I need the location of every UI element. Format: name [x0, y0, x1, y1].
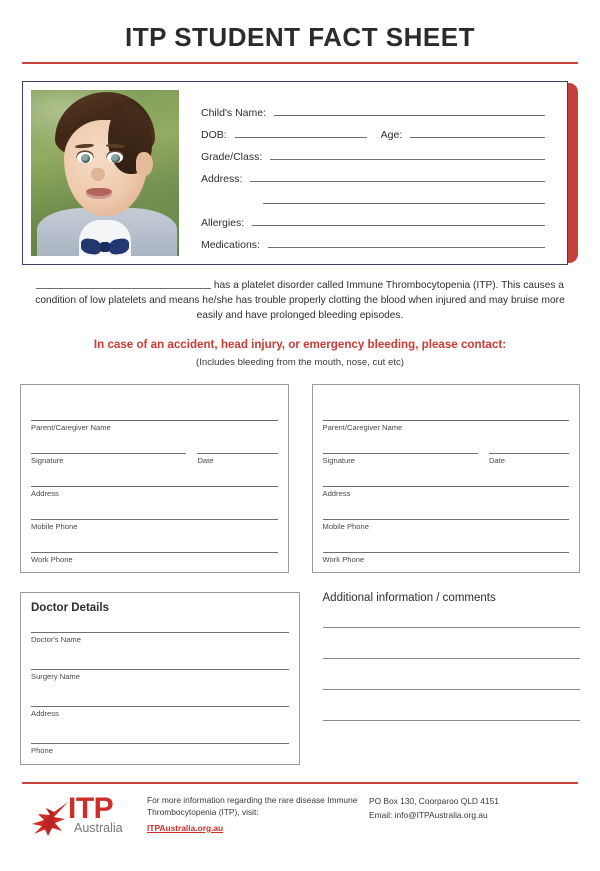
lower-row: [20, 592, 580, 765]
input-childs-name[interactable]: [274, 105, 545, 116]
field-row-grade-class: [201, 141, 545, 163]
contact1-mobile-field[interactable]: Mobile Phone: [31, 519, 278, 531]
footer-info-text: For more information regarding the rare disease Immune Thrombocytopenia (ITP), visit:: [147, 794, 358, 818]
label-age: Age:: [380, 129, 403, 141]
contact1-name-field[interactable]: Parent/Caregiver Name: [31, 420, 278, 432]
photo-pupil-left: [81, 154, 90, 163]
photo-mouth: [86, 188, 112, 199]
bow-left: [81, 238, 101, 256]
doctor-address-field[interactable]: Address: [31, 706, 289, 718]
contact-box-2: [312, 384, 581, 573]
contact2-signature-field[interactable]: Signature: [323, 453, 478, 465]
contact1-date-field[interactable]: Date: [197, 453, 277, 465]
emergency-heading: In case of an accident, head injury, or emergency bleeding, please contact:: [93, 338, 507, 351]
doctor-phone-field[interactable]: Phone: [31, 743, 289, 755]
contact2-work-field[interactable]: Work Phone: [323, 552, 570, 564]
contact1-address-field[interactable]: Address: [31, 486, 278, 498]
child-details-panel: [22, 81, 568, 265]
child-fields-list: [179, 90, 559, 256]
additional-line-1[interactable]: [323, 627, 581, 628]
footer-website-link[interactable]: ITPAustralia.org.au: [147, 822, 224, 833]
field-row-childs-name: [201, 97, 545, 119]
footer-divider: [22, 782, 578, 784]
bow-right: [109, 238, 129, 256]
doctor-details-box: [20, 592, 300, 765]
photo-bow-tie: [81, 239, 129, 254]
doctor-surgery-field[interactable]: Surgery Name: [31, 669, 289, 681]
doctor-details-heading: Doctor Details: [31, 602, 109, 614]
doctor-name-field[interactable]: Doctor's Name: [31, 632, 289, 644]
field-row-dob-age: [201, 119, 545, 141]
photo-nose: [91, 168, 105, 181]
child-details-panel-wrapper: [22, 81, 578, 265]
field-row-allergies: [201, 207, 545, 229]
label-medications: Medications:: [201, 239, 260, 251]
contact1-signature-field[interactable]: Signature: [31, 453, 186, 465]
label-allergies: Allergies:: [201, 217, 245, 229]
bow-knot: [100, 242, 110, 252]
label-childs-name: Child's Name:: [201, 107, 267, 119]
contact-box-1: [20, 384, 289, 573]
additional-line-4[interactable]: [323, 720, 581, 721]
bow-dots-right: [109, 238, 129, 256]
label-dob: DOB:: [201, 129, 227, 141]
statement-text: has a platelet disorder called Immune Thrombocytopenia (ITP). This causes a condition of low platelets and means he/she has trouble properly clotting the blood when injured and may bruise more easily and have prolonged bleeding episodes.: [35, 280, 565, 321]
input-allergies[interactable]: [252, 215, 545, 226]
logo-wordmark: ITP: [68, 791, 114, 825]
title-divider: [22, 62, 578, 64]
contact2-mobile-field[interactable]: Mobile Phone: [323, 519, 570, 531]
contact1-work-field[interactable]: Work Phone: [31, 552, 278, 564]
input-grade-class[interactable]: [270, 149, 545, 160]
footer-contact-column: [369, 794, 578, 822]
footer-email: Email: info@ITPAustralia.org.au: [369, 809, 488, 820]
input-address-line2[interactable]: [263, 193, 545, 204]
label-grade-class: Grade/Class:: [201, 151, 263, 163]
condition-statement: [26, 278, 574, 323]
itp-australia-logo: [22, 791, 147, 842]
page-title: ITP STUDENT FACT SHEET: [125, 22, 475, 52]
additional-line-3[interactable]: [323, 689, 581, 690]
input-age[interactable]: [410, 127, 545, 138]
input-address-line1[interactable]: [250, 171, 545, 182]
additional-line-2[interactable]: [323, 658, 581, 659]
additional-info-box: [323, 592, 581, 765]
contacts-row: [20, 384, 580, 573]
contact2-address-field[interactable]: Address: [323, 486, 570, 498]
bow-dots-left: [81, 238, 101, 256]
contact1-signature-date-row: [31, 453, 278, 465]
field-row-address: [201, 163, 545, 185]
emergency-subtext: (Includes bleeding from the mouth, nose, cut etc): [196, 357, 404, 368]
field-row-medications: [201, 229, 545, 251]
input-child-name-blank[interactable]: [36, 279, 211, 289]
photo-ear: [136, 152, 153, 176]
additional-info-heading: Additional information / comments: [322, 592, 496, 604]
logo-subtext: Australia: [74, 820, 123, 835]
contact2-signature-date-row: [323, 453, 570, 465]
input-medications[interactable]: [268, 237, 545, 248]
contact2-name-field[interactable]: Parent/Caregiver Name: [323, 420, 570, 432]
input-dob[interactable]: [235, 127, 367, 138]
doctor-fields: [31, 618, 289, 758]
footer: [22, 791, 578, 842]
photo-pupil-right: [111, 154, 120, 163]
platelet-star-icon: [24, 798, 70, 838]
footer-po-box: PO Box 130, Coorparoo QLD 4151: [369, 795, 499, 806]
contact2-date-field[interactable]: Date: [489, 453, 569, 465]
child-photo: [31, 90, 179, 256]
field-row-address-line2: [201, 185, 545, 207]
footer-info-column: [147, 794, 369, 835]
label-address: Address:: [201, 173, 243, 185]
